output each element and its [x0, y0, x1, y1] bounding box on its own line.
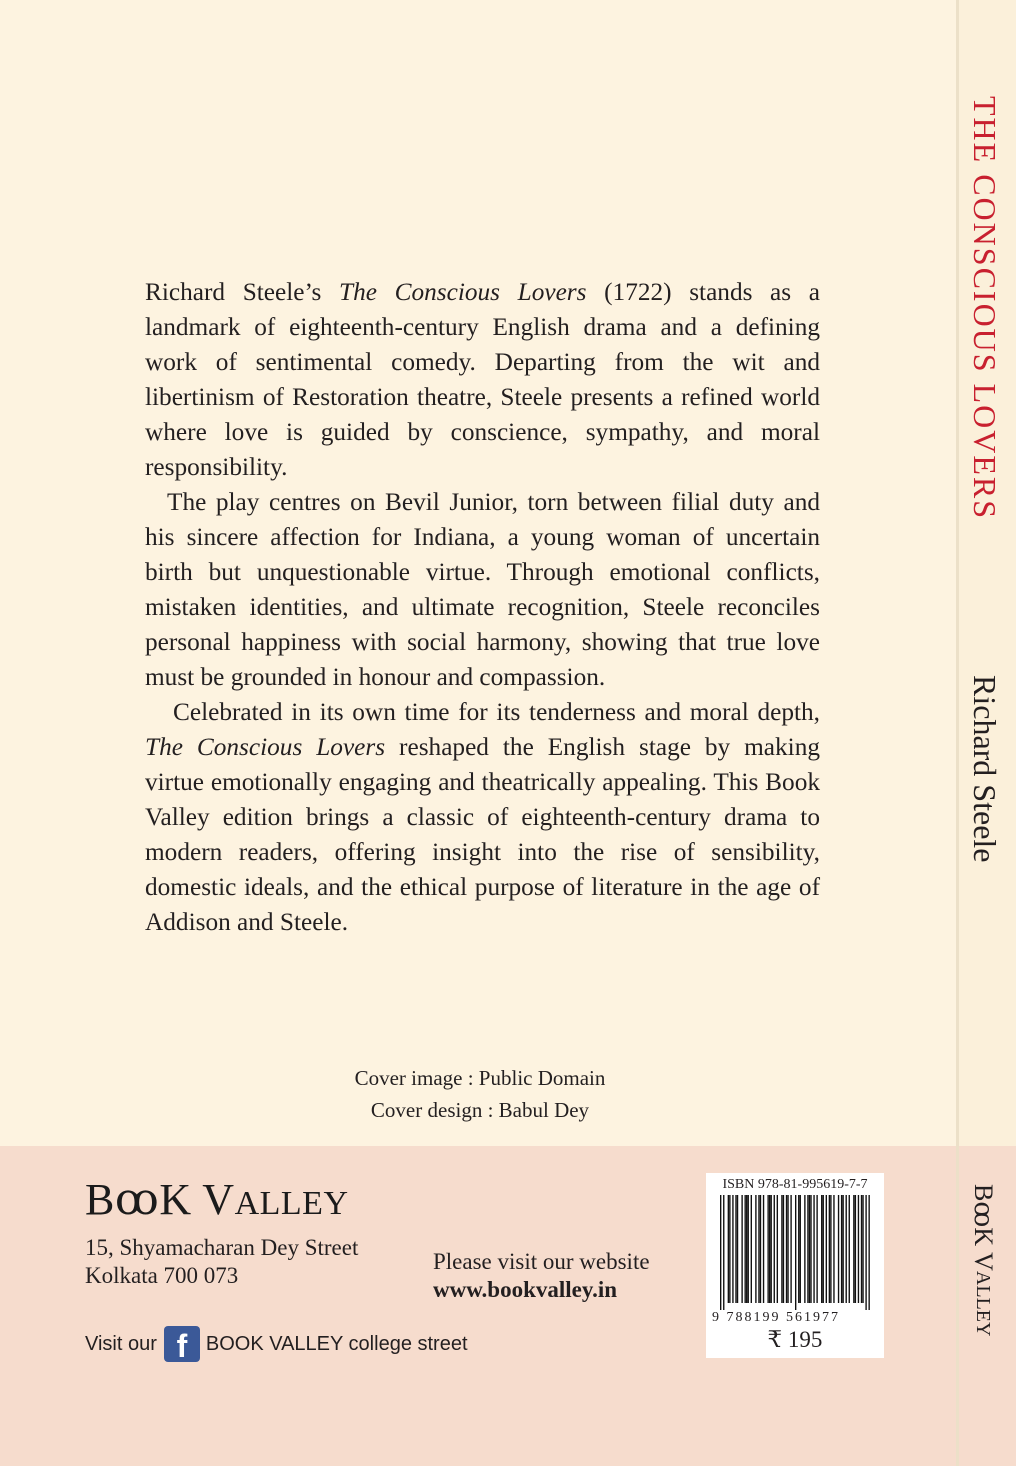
barcode-bar [821, 1195, 822, 1303]
barcode-bar [723, 1195, 724, 1310]
barcode-image [720, 1195, 870, 1310]
barcode-bar [751, 1195, 752, 1303]
barcode-bar [833, 1195, 834, 1303]
blurb [145, 275, 820, 940]
website-block [433, 1248, 650, 1304]
barcode-bar [746, 1195, 747, 1303]
barcode-bar [823, 1195, 824, 1303]
barcode-bar [809, 1195, 810, 1303]
barcode-bar [755, 1195, 756, 1303]
barcode-bar [787, 1195, 788, 1303]
barcode-bar [810, 1195, 811, 1303]
barcode-bar [741, 1195, 742, 1303]
spine-publisher [968, 1184, 998, 1336]
barcode-bar [795, 1195, 796, 1310]
social-prefix: Visit our [85, 1332, 157, 1355]
facebook-page-name[interactable]: BOOK VALLEY college street [205, 1332, 468, 1355]
logo-ligature: ꝏ [969, 1201, 998, 1228]
logo-ligature: ꝏ [114, 1175, 160, 1224]
credits [280, 1062, 680, 1126]
isbn-text: ISBN 978-81-995619-7-7 [722, 1177, 868, 1192]
barcode-bar [800, 1195, 801, 1303]
barcode-box [706, 1173, 884, 1358]
blurb-paragraph-2: The play centres on Bevil Junior, torn between filial duty and his sincere affection for Indiana, a young woman of uncertain birth but unquestionable virtue. Through emotional conflicts, mistaken identities, and ultimate recognition, Steele reconciles personal happiness with social harmony, showing that true love must be grounded in honour and compassion. [145, 488, 820, 691]
blurb-paragraph-1 [145, 275, 820, 485]
barcode-bar [798, 1195, 799, 1303]
barcode-bar [744, 1195, 745, 1303]
barcode-bar [774, 1195, 775, 1303]
blurb-paragraph-3 [145, 695, 820, 940]
address-line-2: Kolkata 700 073 [85, 1263, 239, 1288]
book-title-italic: The Conscious Lovers [339, 278, 587, 306]
barcode-bar [813, 1195, 814, 1303]
barcode-bar [858, 1195, 859, 1303]
barcode-bar [841, 1195, 842, 1303]
price: ₹ 195 [767, 1327, 823, 1352]
barcode-bar [758, 1195, 759, 1303]
cover-image-credit: Cover image : Public Domain [354, 1066, 606, 1090]
barcode-bar [735, 1195, 736, 1303]
barcode-bar [829, 1195, 830, 1303]
barcode-bar [748, 1195, 749, 1303]
barcode-bar [807, 1195, 808, 1303]
blurb-text: Richard Steele’s [145, 278, 340, 306]
website-prompt: Please visit our website [433, 1249, 650, 1274]
barcode-bar [842, 1195, 843, 1303]
barcode-bar [838, 1195, 839, 1303]
barcode-bar [783, 1195, 784, 1303]
barcode-bar [737, 1195, 738, 1303]
barcode-bar [855, 1195, 856, 1303]
barcode-bar [769, 1195, 770, 1303]
barcode-bar [830, 1195, 831, 1303]
logo-letter: B [85, 1175, 115, 1224]
blurb-text: (1722) stands as a landmark of eighteenth-century English drama and a defining work of sentimental comedy. Departing from the wit and libertinism of Restoration theatre, Steele presents a refined world where love is guided by conscience, sympathy, and moral responsibility. [145, 278, 820, 481]
logo-smallcaps: ALLEY [234, 1185, 349, 1222]
barcode-bar [862, 1195, 863, 1303]
blurb-text: reshaped the English stage by making virtue emotionally engaging and theatrically appealing. This Book Valley edition brings a classic of eighteenth-century drama to modern readers, offering insight into the rise of sensibility, domestic ideals, and the ethical purpose of literature in the age of Addison and Steele. [145, 733, 820, 936]
barcode-bar [865, 1195, 866, 1310]
barcode-bar [853, 1195, 854, 1303]
address-line-1: 15, Shyamacharan Dey Street [85, 1235, 359, 1260]
barcode-bar [804, 1195, 805, 1303]
barcode-bar [786, 1195, 787, 1303]
social-block [85, 1324, 468, 1364]
barcode-bar [790, 1195, 791, 1303]
barcode-bar [846, 1195, 847, 1303]
logo-letter: K V [159, 1175, 235, 1224]
barcode-bar [729, 1195, 730, 1303]
barcode-bar [728, 1195, 729, 1303]
barcode-digits: 9 788199 561977 [712, 1310, 840, 1325]
logo-letter: K V [969, 1227, 998, 1271]
publisher-logo [85, 1174, 349, 1225]
cover-design-credit: Cover design : Babul Dey [370, 1098, 590, 1122]
book-title-italic: The Conscious Lovers [145, 733, 386, 761]
spine-author: Richard Steele [967, 675, 1003, 863]
barcode-bar [781, 1195, 782, 1303]
barcode-bar [763, 1195, 764, 1303]
barcode-bar [760, 1195, 761, 1303]
barcode-bar [868, 1195, 869, 1310]
barcode-bar [849, 1195, 850, 1303]
barcode-bar [861, 1195, 862, 1303]
publisher-address [85, 1234, 358, 1290]
blurb-text: Celebrated in its own time for its tenderness and moral depth, [173, 698, 820, 726]
barcode-bar [816, 1195, 817, 1303]
barcode-bar [777, 1195, 778, 1303]
barcode-bar [720, 1195, 721, 1310]
logo-letter: B [969, 1184, 998, 1202]
barcode-bar [732, 1195, 733, 1303]
barcode-bar [767, 1195, 768, 1303]
facebook-icon[interactable]: f [164, 1326, 200, 1362]
barcode-bar [771, 1195, 772, 1303]
logo-smallcaps: ALLEY [972, 1270, 994, 1337]
spine-title: THE CONSCIOUS LOVERS [967, 96, 1003, 521]
barcode-bar [826, 1195, 827, 1303]
website-link[interactable]: www.bookvalley.in [433, 1277, 618, 1302]
